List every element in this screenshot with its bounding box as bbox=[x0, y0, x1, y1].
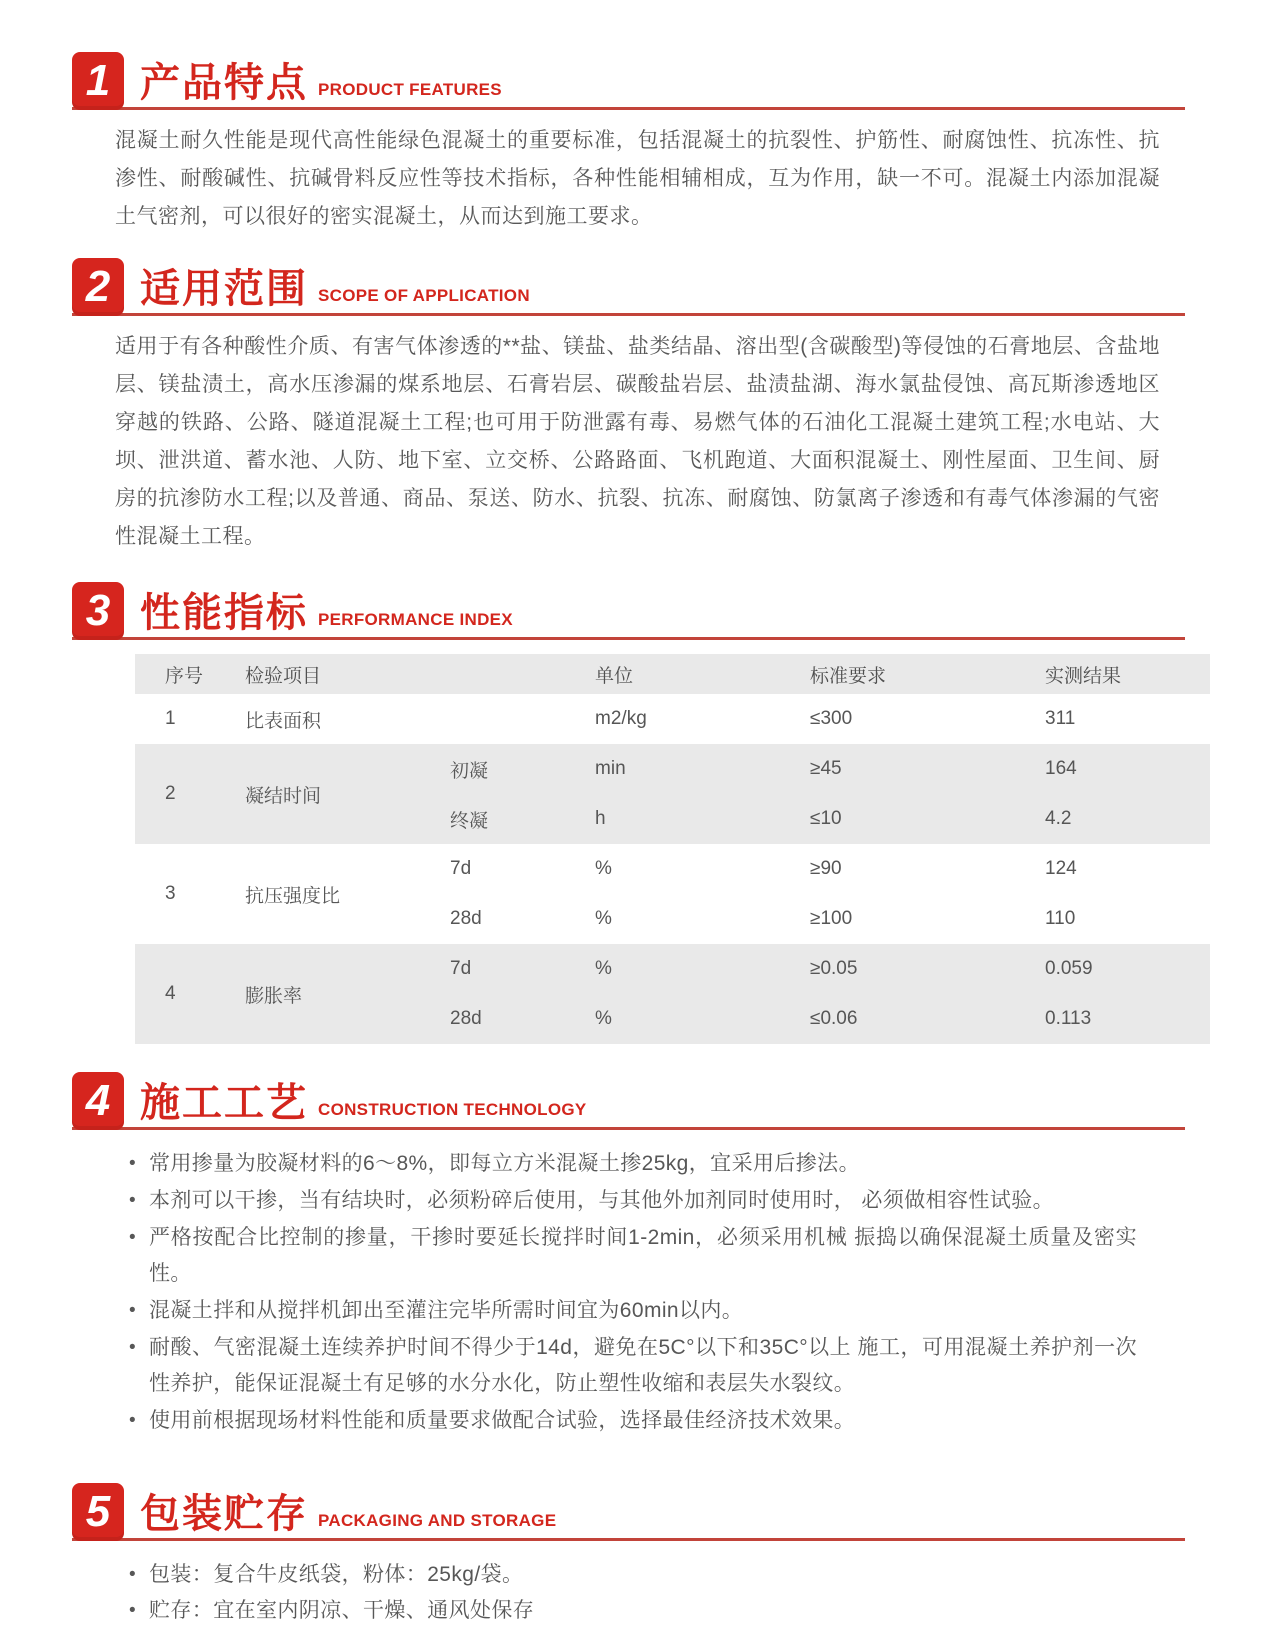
cell-sub-item: 28d bbox=[450, 994, 595, 1044]
features-paragraph: 混凝土耐久性能是现代高性能绿色混凝土的重要标准，包括混凝土的抗裂性、护筋性、耐腐蚀性、抗冻性、抗渗性、耐酸碱性、抗碱骨料反应性等技术指标，各种性能相辅相成，互为作用，缺一不可。混凝土内添加混凝土气密剂，可以很好的密实混凝土，从而达到施工要求。 bbox=[115, 129, 1160, 228]
section-number: 5 bbox=[85, 1487, 111, 1536]
bullet-item: • 耐酸、气密混凝土连续养护时间不得少于14d，避免在5C°以下和35C°以上 施工，可用混凝土养护剂一次性养护，能保证混凝土有足够的水分水化，防止塑性收缩和表层失水裂纹。 bbox=[127, 1330, 1137, 1402]
cell-inspection-item: 比表面积 bbox=[245, 710, 322, 732]
section-header-4 bbox=[72, 1072, 1185, 1130]
cell-unit: % bbox=[595, 858, 612, 879]
cell-sub-item: 7d bbox=[450, 944, 595, 994]
cell-measured-result: 110 bbox=[1045, 908, 1076, 929]
section-title-zh: 包装贮存 bbox=[140, 1492, 308, 1536]
section-number-badge-1 bbox=[72, 52, 124, 110]
cell-measured-result: 0.059 bbox=[1045, 944, 1210, 994]
bullet-item: • 本剂可以干掺，当有结块时，必须粉碎后使用，与其他外加剂同时使用时， 必须做相容性试验。 bbox=[127, 1183, 1137, 1219]
cell-sub-item bbox=[450, 694, 595, 744]
table-row bbox=[135, 694, 1210, 744]
section-number: 3 bbox=[85, 586, 111, 635]
bullet-item: • 混凝土拌和从搅拌机卸出至灌注完毕所需时间宜为60min以内。 bbox=[127, 1293, 1137, 1329]
cell-sub-item: 终凝 bbox=[450, 794, 595, 844]
table-header-cell: 检验项目 bbox=[245, 654, 595, 694]
section-number-badge-4 bbox=[72, 1072, 124, 1130]
cell-standard-requirement: ≥100 bbox=[810, 908, 853, 929]
cell-serial-number: 1 bbox=[165, 708, 176, 729]
section-title-zh: 性能指标 bbox=[140, 591, 308, 635]
section-title-en: PERFORMANCE INDEX bbox=[318, 610, 513, 629]
cell-serial-number: 2 bbox=[135, 744, 245, 844]
table-header-cell: 单位 bbox=[595, 654, 810, 694]
bullet-item: • 严格按配合比控制的掺量，干掺时要延长搅拌时间1-2min，必须采用机械 振捣以确保混凝土质量及密实性。 bbox=[127, 1220, 1137, 1292]
bullet-item: • 常用掺量为胶凝材料的6～8%，即每立方米混凝土掺25kg，宜采用后掺法。 bbox=[127, 1146, 1137, 1182]
cell-standard-requirement: ≥45 bbox=[810, 744, 1045, 794]
section-title-en: PACKAGING AND STORAGE bbox=[318, 1511, 557, 1530]
section-construction-technology bbox=[72, 1072, 1185, 1439]
table-header-cell: 实测结果 bbox=[1045, 654, 1210, 694]
table-row bbox=[135, 844, 1210, 894]
cell-measured-result: 0.113 bbox=[1045, 994, 1210, 1044]
cell-inspection-item: 抗压强度比 bbox=[245, 885, 341, 907]
cell-unit: % bbox=[595, 994, 810, 1044]
table-header-cell: 序号 bbox=[135, 654, 245, 694]
section-header-5 bbox=[72, 1483, 1185, 1541]
scope-paragraph: 适用于有各种酸性介质、有害气体渗透的**盐、镁盐、盐类结晶、溶出型(含碳酸型)等侵蚀的石膏地层、含盐地层、镁盐渍土，高水压渗漏的煤系地层、石膏岩层、碳酸盐岩层、盐渍盐湖、海水氯盐侵蚀、高瓦斯渗透地区穿越的铁路、公路、隧道混凝土工程;也可用于防泄露有毒、易燃气体的石油化工混凝土建筑工程;水电站、大坝、泄洪道、蓄水池、人防、地下室、立交桥、公路路面、飞机跑道、大面积混凝土、刚性屋面、卫生间、厨房的抗渗防水工程;以及普通、商品、泵送、防水、抗裂、抗冻、耐腐蚀、防氯离子渗透和有毒气体渗漏的气密性混凝土工程。 bbox=[115, 335, 1160, 548]
section-number-badge-5 bbox=[72, 1483, 124, 1541]
performance-table-head-row bbox=[135, 654, 1210, 694]
section-title-en: PRODUCT FEATURES bbox=[318, 80, 502, 99]
section-header-3 bbox=[72, 582, 1185, 640]
section-performance-index bbox=[72, 582, 1185, 1044]
cell-measured-result: 311 bbox=[1045, 708, 1076, 729]
cell-sub-item: 7d bbox=[450, 858, 472, 879]
section-number-badge-2 bbox=[72, 258, 124, 316]
section-product-features bbox=[72, 52, 1185, 236]
bullet-item: • 包装：复合牛皮纸袋，粉体：25kg/袋。 bbox=[127, 1557, 1137, 1593]
cell-inspection-item: 膨胀率 bbox=[245, 944, 450, 1044]
section-packaging-storage bbox=[72, 1483, 1185, 1629]
cell-unit: min bbox=[595, 744, 810, 794]
cell-standard-requirement: ≥0.05 bbox=[810, 944, 1045, 994]
cell-unit: % bbox=[595, 908, 612, 929]
cell-measured-result: 124 bbox=[1045, 858, 1077, 879]
performance-table-wrap bbox=[135, 654, 1185, 1044]
section-title-zh: 适用范围 bbox=[140, 267, 308, 311]
section-header-1 bbox=[72, 52, 1185, 110]
section-number: 4 bbox=[85, 1076, 111, 1125]
cell-serial-number: 4 bbox=[135, 944, 245, 1044]
section-number: 2 bbox=[85, 262, 111, 311]
packaging-bullet-list bbox=[127, 1557, 1137, 1629]
table-row bbox=[135, 744, 1210, 794]
cell-inspection-item: 凝结时间 bbox=[245, 744, 450, 844]
cell-unit: % bbox=[595, 944, 810, 994]
cell-unit: h bbox=[595, 794, 810, 844]
table-header-cell: 标准要求 bbox=[810, 654, 1045, 694]
cell-unit: m2/kg bbox=[595, 708, 647, 729]
section-number-badge-3 bbox=[72, 582, 124, 640]
cell-measured-result: 164 bbox=[1045, 744, 1210, 794]
construction-bullet-list bbox=[127, 1146, 1137, 1439]
cell-measured-result: 4.2 bbox=[1045, 794, 1210, 844]
section-title-en: CONSTRUCTION TECHNOLOGY bbox=[318, 1100, 587, 1119]
table-row bbox=[135, 944, 1210, 994]
section-scope-of-application bbox=[72, 258, 1185, 556]
section-header-2 bbox=[72, 258, 1185, 316]
performance-table bbox=[135, 654, 1210, 1044]
cell-standard-requirement: ≥90 bbox=[810, 858, 842, 879]
bullet-item: • 贮存：宜在室内阴凉、干燥、通风处保存 bbox=[127, 1593, 1137, 1629]
cell-standard-requirement: ≤300 bbox=[810, 708, 853, 729]
cell-serial-number: 3 bbox=[165, 883, 176, 904]
cell-standard-requirement: ≤10 bbox=[810, 794, 1045, 844]
cell-standard-requirement: ≤0.06 bbox=[810, 994, 1045, 1044]
performance-table-body bbox=[135, 694, 1210, 1044]
cell-sub-item: 初凝 bbox=[450, 744, 595, 794]
section-title-zh: 施工工艺 bbox=[140, 1081, 308, 1125]
cell-sub-item: 28d bbox=[450, 908, 482, 929]
section-title-zh: 产品特点 bbox=[140, 61, 308, 105]
section-title-en: SCOPE OF APPLICATION bbox=[318, 286, 530, 305]
section-number: 1 bbox=[85, 56, 111, 105]
bullet-item: • 使用前根据现场材料性能和质量要求做配合试验，选择最佳经济技术效果。 bbox=[127, 1403, 1137, 1439]
